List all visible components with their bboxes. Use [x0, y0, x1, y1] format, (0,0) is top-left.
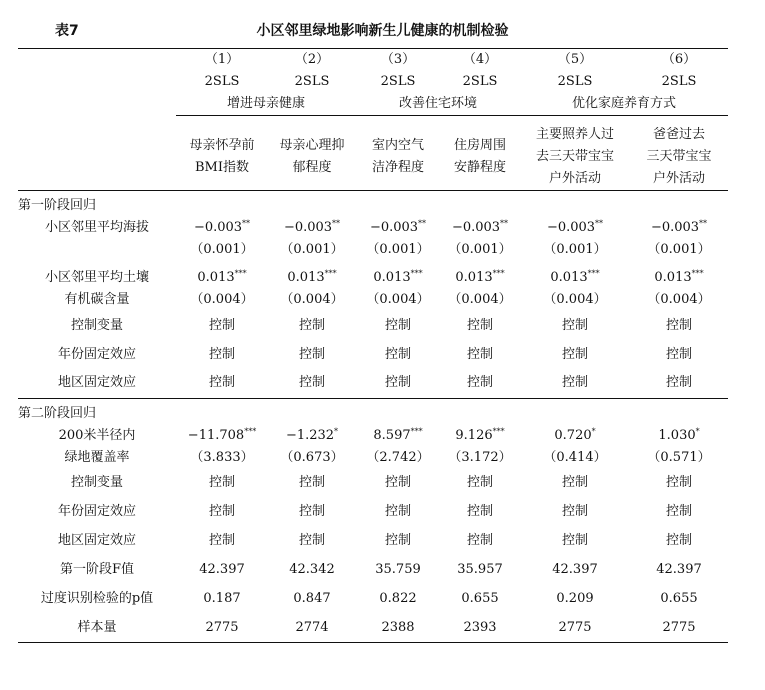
cell: 控制	[298, 533, 325, 548]
var-label: 小区邻里平均海拔	[44, 220, 149, 235]
cell: 35.957	[457, 562, 503, 577]
coef-cell: −1.232*	[285, 426, 339, 443]
row-label: 控制变量	[70, 475, 123, 490]
group-header: 改善住宅环境	[356, 93, 520, 116]
se-cell: （3.172）	[448, 449, 512, 465]
stat-row	[18, 614, 728, 643]
section-row	[18, 191, 728, 218]
se-row	[18, 239, 728, 261]
se-cell: （0.004）	[190, 292, 254, 307]
group-header: 优化家庭养育方式	[520, 93, 728, 116]
se-cell: （0.001）	[543, 242, 607, 257]
row-label: 控制变量	[70, 317, 123, 333]
coef-cell: 0.720*	[554, 426, 596, 443]
row-label: 第一阶段F值	[59, 562, 135, 577]
cell: 控制	[384, 317, 411, 333]
cell: 35.759	[375, 562, 421, 577]
fe-row	[18, 340, 728, 369]
cell: 控制	[208, 504, 235, 519]
se-cell: （0.001）	[190, 242, 254, 257]
coef-cell: 9.126***	[455, 426, 505, 443]
coef-cell: 0.013***	[197, 269, 247, 285]
col-method: 2SLS	[557, 74, 593, 89]
cell: 2393	[440, 614, 520, 643]
section-title: 第一阶段回归	[18, 191, 728, 218]
col-number: （6）	[630, 49, 728, 72]
cell: 控制	[561, 317, 588, 333]
cell: 控制	[466, 346, 493, 362]
header-row-spacer	[18, 116, 728, 125]
col-name: 母亲心理抑 郁程度	[279, 138, 345, 175]
col-number: （5）	[520, 49, 630, 72]
cell: 控制	[665, 504, 692, 519]
cell: 控制	[466, 475, 493, 490]
cell: 控制	[384, 533, 411, 548]
col-method: 2SLS	[380, 74, 416, 89]
group-header: 增进母亲健康	[176, 93, 356, 116]
se-cell: （0.571）	[647, 449, 711, 465]
cell: 控制	[466, 317, 493, 333]
col-name: 爸爸过去 三天带宝宝 户外活动	[646, 127, 712, 186]
header-row-method	[18, 71, 728, 93]
stat-row	[18, 556, 728, 585]
coef-row	[18, 267, 728, 289]
cell: 2774	[268, 614, 356, 643]
coef-cell: −0.003**	[650, 219, 708, 235]
cell: 0.209	[556, 591, 594, 606]
se-cell: （0.004）	[448, 292, 512, 307]
cell: 控制	[298, 504, 325, 519]
col-number: （3）	[356, 49, 440, 72]
row-label: 年份固定效应	[57, 504, 136, 519]
cell: 控制	[665, 375, 692, 391]
coef-cell: −0.003**	[369, 219, 427, 235]
coef-cell: −0.003**	[193, 219, 251, 235]
cell: 控制	[208, 533, 235, 548]
cell: 42.397	[199, 562, 245, 577]
cell: 控制	[665, 317, 692, 333]
table-caption	[0, 20, 765, 42]
cell: 控制	[208, 317, 235, 333]
table-number: 表7	[55, 23, 79, 39]
cell: 控制	[466, 375, 493, 391]
header-row-numbers	[18, 49, 728, 72]
cell: 0.187	[203, 591, 241, 606]
se-cell: （0.001）	[280, 242, 344, 257]
cell: 控制	[384, 475, 411, 490]
se-cell: （0.004）	[647, 292, 711, 307]
row-label: 地区固定效应	[57, 375, 136, 391]
se-cell: （0.001）	[448, 242, 512, 257]
coef-cell: −0.003**	[546, 219, 604, 235]
cell: 控制	[561, 375, 588, 391]
col-name: 母亲怀孕前 BMI指数	[189, 138, 255, 175]
cell: 控制	[561, 346, 588, 362]
col-method: 2SLS	[294, 74, 330, 89]
col-method: 2SLS	[462, 74, 498, 89]
cell: 控制	[665, 533, 692, 548]
row-label: 样本量	[18, 614, 176, 643]
cell: 控制	[298, 375, 325, 391]
se-row	[18, 289, 728, 311]
se-cell: （0.414）	[543, 449, 607, 465]
section-row	[18, 398, 728, 425]
coef-cell: 0.013***	[373, 269, 423, 285]
cell: 控制	[561, 504, 588, 519]
cell: 控制	[561, 475, 588, 490]
cell: 42.397	[656, 562, 702, 577]
coef-cell: −0.003**	[283, 219, 341, 235]
cell: 0.822	[379, 591, 417, 606]
se-cell: （0.001）	[366, 242, 430, 257]
cell: 2775	[176, 614, 268, 643]
stat-row	[18, 585, 728, 614]
section-title: 第二阶段回归	[18, 398, 728, 425]
coef-cell: 0.013***	[287, 269, 337, 285]
se-cell: （2.742）	[366, 449, 430, 465]
cell: 控制	[384, 504, 411, 519]
cell: 控制	[561, 533, 588, 548]
cell: 控制	[208, 346, 235, 362]
table-title: 小区邻里绿地影响新生儿健康的机制检验	[256, 23, 509, 39]
cell: 控制	[208, 475, 235, 490]
coef-cell: 1.030*	[658, 426, 700, 443]
se-cell: （0.004）	[280, 292, 344, 307]
control-row	[18, 311, 728, 340]
se-cell: （0.004）	[366, 292, 430, 307]
cell: 2388	[356, 614, 440, 643]
se-cell: （3.833）	[190, 449, 254, 465]
fe-row	[18, 369, 728, 398]
cell: 控制	[208, 375, 235, 391]
cell: 42.397	[552, 562, 598, 577]
coef-cell: 8.597***	[373, 426, 423, 443]
header-row-groups	[18, 93, 728, 116]
se-cell: （0.673）	[280, 449, 344, 465]
col-number: （1）	[176, 49, 268, 72]
cell: 0.847	[293, 591, 331, 606]
coef-cell: −11.708***	[187, 426, 257, 443]
control-row	[18, 469, 728, 498]
col-method: 2SLS	[661, 74, 697, 89]
row-label: 年份固定效应	[57, 346, 136, 362]
coef-row	[18, 217, 728, 239]
col-number: （2）	[268, 49, 356, 72]
cell: 控制	[466, 533, 493, 548]
col-name: 住房周围 安静程度	[453, 138, 506, 175]
cell: 0.655	[660, 591, 698, 606]
row-label: 地区固定效应	[57, 533, 136, 548]
cell: 控制	[298, 475, 325, 490]
var-label: 小区邻里平均土壤	[44, 270, 149, 285]
coef-cell: −0.003**	[451, 219, 509, 235]
cell: 控制	[384, 346, 411, 362]
var-label: 200米半径内	[58, 427, 136, 443]
fe-row	[18, 527, 728, 556]
row-label: 过度识别检验的p值	[40, 591, 154, 606]
cell: 2775	[520, 614, 630, 643]
cell: 控制	[665, 346, 692, 362]
var-label-cont: 绿地覆盖率	[64, 449, 130, 465]
coef-row	[18, 425, 728, 447]
col-name: 室内空气 洁净程度	[371, 138, 424, 175]
se-row	[18, 447, 728, 469]
col-name: 主要照养人过 去三天带宝宝 户外活动	[535, 127, 614, 186]
coef-cell: 0.013***	[455, 269, 505, 285]
col-number: （4）	[440, 49, 520, 72]
results-table	[18, 48, 728, 643]
coef-cell: 0.013***	[550, 269, 600, 285]
var-label-cont: 有机碳含量	[64, 292, 130, 307]
header-row-names	[18, 124, 728, 191]
se-cell: （0.001）	[647, 242, 711, 257]
cell: 2775	[630, 614, 728, 643]
cell: 控制	[298, 317, 325, 333]
cell: 42.342	[289, 562, 335, 577]
cell: 控制	[466, 504, 493, 519]
cell: 控制	[384, 375, 411, 391]
cell: 控制	[665, 475, 692, 490]
cell: 控制	[298, 346, 325, 362]
col-method: 2SLS	[204, 74, 240, 89]
se-cell: （0.004）	[543, 292, 607, 307]
coef-cell: 0.013***	[654, 269, 704, 285]
fe-row	[18, 498, 728, 527]
cell: 0.655	[461, 591, 499, 606]
